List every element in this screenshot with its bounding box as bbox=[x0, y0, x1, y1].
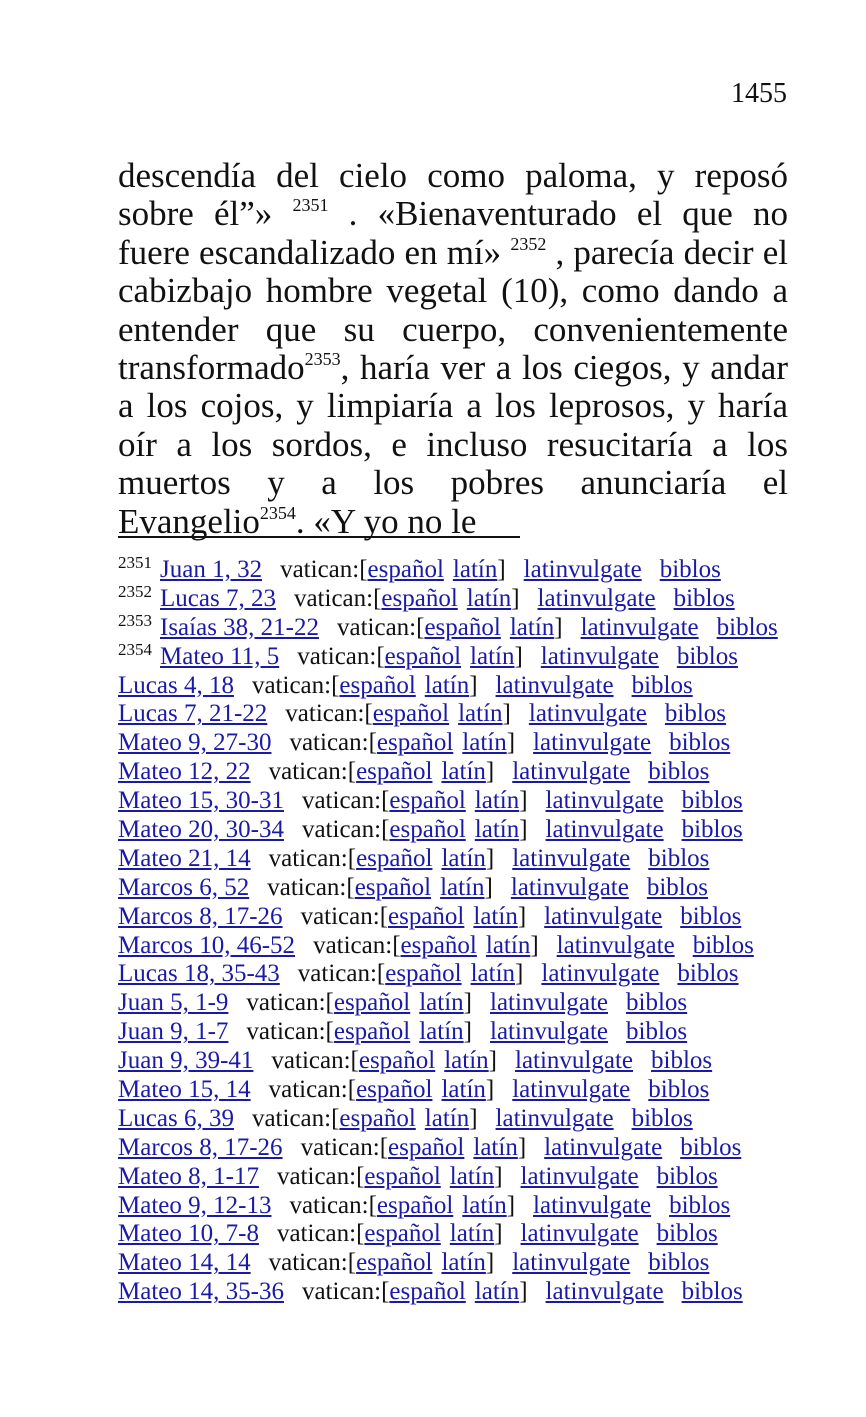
espanol-link[interactable]: español bbox=[384, 642, 462, 670]
vatican-prefix: vatican:[ bbox=[267, 873, 355, 901]
footnote-line bbox=[118, 1076, 808, 1105]
vatican-prefix: vatican:[ bbox=[301, 816, 390, 844]
footnotes-list bbox=[118, 553, 808, 1307]
footnote-marker: 2352 bbox=[510, 233, 547, 254]
footnote-line bbox=[118, 1047, 808, 1076]
footnote-number: 2354 bbox=[118, 639, 152, 659]
vatican-prefix: vatican:[ bbox=[268, 1249, 357, 1277]
body-text-spacer: . bbox=[328, 194, 378, 234]
vatican-prefix: vatican:[ bbox=[276, 1220, 365, 1248]
latinvulgate-link[interactable]: latinvulgate bbox=[495, 1104, 614, 1132]
footnote-line bbox=[118, 1105, 808, 1134]
latinvulgate-link[interactable]: latinvulgate bbox=[510, 873, 629, 901]
vatican-prefix: vatican:[ bbox=[271, 1047, 359, 1075]
body-text-segment: . «Y yo no le bbox=[295, 501, 477, 541]
biblos-link[interactable]: biblos bbox=[692, 931, 754, 959]
latin-link[interactable]: latín bbox=[509, 613, 555, 641]
scripture-reference-link[interactable]: Lucas 18, 35-43 bbox=[118, 960, 280, 988]
vatican-close: ] bbox=[517, 1133, 527, 1161]
biblos-link[interactable]: biblos bbox=[656, 1220, 718, 1248]
footnote-line bbox=[118, 610, 808, 643]
vatican-prefix: vatican:[ bbox=[289, 1191, 377, 1219]
latin-link[interactable]: latín bbox=[441, 844, 486, 872]
latinvulgate-link[interactable]: latinvulgate bbox=[580, 613, 699, 641]
latin-link[interactable]: latín bbox=[462, 1191, 507, 1219]
footnote-line bbox=[118, 700, 808, 729]
latinvulgate-link[interactable]: latinvulgate bbox=[541, 960, 660, 988]
vatican-close: ] bbox=[502, 700, 511, 728]
biblos-link[interactable]: biblos bbox=[656, 1162, 718, 1190]
latinvulgate-link[interactable]: latinvulgate bbox=[533, 1191, 652, 1219]
vatican-prefix: vatican:[ bbox=[300, 902, 389, 930]
footnote-line bbox=[118, 845, 808, 874]
latin-link[interactable]: latín bbox=[466, 584, 512, 612]
vatican-prefix: vatican:[ bbox=[297, 642, 385, 670]
scripture-reference-link[interactable]: Mateo 11, 5 bbox=[160, 642, 280, 670]
espanol-link[interactable]: español bbox=[376, 1191, 454, 1219]
scripture-reference-link[interactable]: Juan 5, 1-9 bbox=[118, 989, 229, 1017]
scripture-reference-link[interactable]: Mateo 20, 30-34 bbox=[118, 816, 284, 844]
scripture-reference-link[interactable]: Mateo 15, 30-31 bbox=[118, 787, 284, 815]
espanol-link[interactable]: español bbox=[400, 931, 477, 959]
scripture-reference-link[interactable]: Mateo 8, 1-17 bbox=[118, 1162, 259, 1190]
vatican-close: ] bbox=[485, 1249, 495, 1277]
vatican-close: ] bbox=[497, 556, 506, 583]
biblos-link[interactable]: biblos bbox=[626, 989, 688, 1017]
biblos-link[interactable]: biblos bbox=[681, 1278, 743, 1306]
vatican-close: ] bbox=[506, 729, 516, 757]
footnote-line bbox=[118, 1192, 808, 1221]
biblos-link[interactable]: biblos bbox=[659, 556, 721, 583]
vatican-close: ] bbox=[515, 960, 524, 988]
scripture-reference-link[interactable]: Mateo 12, 22 bbox=[118, 758, 251, 786]
footnote-separator bbox=[118, 536, 520, 538]
body-text-segment: parecía decir el cabizbajo hombre vegetal (10), como dando a entender que su cuerpo, convenientemente transformado bbox=[118, 232, 788, 388]
biblos-link[interactable]: biblos bbox=[669, 1191, 731, 1219]
latin-link[interactable]: latín bbox=[474, 816, 520, 844]
latinvulgate-link[interactable]: latinvulgate bbox=[556, 931, 675, 959]
vatican-prefix: vatican:[ bbox=[268, 844, 357, 872]
vatican-prefix: vatican:[ bbox=[246, 989, 334, 1017]
footnote-line bbox=[118, 960, 808, 989]
footnote-number: 2352 bbox=[118, 581, 152, 601]
vatican-prefix: vatican:[ bbox=[300, 1133, 389, 1161]
biblos-link[interactable]: biblos bbox=[648, 1249, 710, 1277]
scripture-reference-link[interactable]: Mateo 9, 12-13 bbox=[118, 1191, 272, 1219]
latinvulgate-link[interactable]: latinvulgate bbox=[545, 816, 664, 844]
espanol-link[interactable]: español bbox=[333, 989, 411, 1017]
espanol-link[interactable]: español bbox=[356, 1249, 433, 1277]
footnote-line bbox=[118, 787, 808, 816]
footnote-line bbox=[118, 1163, 808, 1192]
espanol-link[interactable]: español bbox=[381, 584, 458, 612]
vatican-close: ] bbox=[519, 787, 528, 815]
scripture-reference-link[interactable]: Mateo 21, 14 bbox=[118, 844, 251, 872]
latinvulgate-link[interactable]: latinvulgate bbox=[490, 989, 609, 1017]
latin-link[interactable]: latín bbox=[444, 1047, 489, 1075]
biblos-link[interactable]: biblos bbox=[626, 1018, 688, 1046]
biblos-link[interactable]: biblos bbox=[669, 729, 731, 757]
vatican-prefix: vatican:[ bbox=[285, 700, 373, 728]
espanol-link[interactable]: español bbox=[354, 873, 432, 901]
biblos-link[interactable]: biblos bbox=[651, 1047, 713, 1075]
scripture-reference-link[interactable]: Mateo 14, 14 bbox=[118, 1249, 251, 1277]
footnote-marker: 2354 bbox=[259, 502, 296, 523]
biblos-link[interactable]: biblos bbox=[648, 844, 710, 872]
biblos-link[interactable]: biblos bbox=[681, 816, 743, 844]
vatican-prefix: vatican:[ bbox=[337, 613, 425, 641]
latinvulgate-link[interactable]: latinvulgate bbox=[528, 700, 647, 728]
biblos-link[interactable]: biblos bbox=[673, 584, 735, 612]
latin-link[interactable]: latín bbox=[474, 787, 520, 815]
latinvulgate-link[interactable]: latinvulgate bbox=[545, 1278, 664, 1306]
espanol-link[interactable]: español bbox=[389, 816, 466, 844]
vatican-prefix: vatican:[ bbox=[293, 584, 382, 612]
biblos-link[interactable]: biblos bbox=[648, 758, 710, 786]
vatican-close: ] bbox=[514, 642, 523, 670]
scripture-reference-link[interactable]: Lucas 6, 39 bbox=[118, 1104, 234, 1132]
espanol-link[interactable]: español bbox=[356, 758, 433, 786]
footnote-number: 2353 bbox=[118, 610, 152, 630]
footnote-line bbox=[118, 932, 808, 961]
latinvulgate-link[interactable]: latinvulgate bbox=[490, 1018, 609, 1046]
vatican-close: ] bbox=[463, 1018, 472, 1046]
vatican-prefix: vatican:[ bbox=[268, 758, 357, 786]
vatican-prefix: vatican:[ bbox=[301, 1278, 390, 1306]
footnote-line bbox=[118, 816, 808, 845]
latin-link[interactable]: latín bbox=[441, 1249, 486, 1277]
biblos-link[interactable]: biblos bbox=[646, 873, 708, 901]
latin-link[interactable]: latín bbox=[458, 700, 503, 728]
latin-link[interactable]: latín bbox=[452, 556, 498, 583]
latinvulgate-link[interactable]: latinvulgate bbox=[545, 787, 664, 815]
vatican-prefix: vatican:[ bbox=[251, 671, 340, 699]
footnote-marker: 2351 bbox=[292, 195, 329, 216]
vatican-prefix: vatican:[ bbox=[313, 931, 401, 959]
footnote-line bbox=[118, 1018, 808, 1047]
latin-link[interactable]: latín bbox=[440, 873, 485, 901]
espanol-link[interactable]: español bbox=[356, 1076, 433, 1104]
scripture-reference-link[interactable]: Mateo 15, 14 bbox=[118, 1076, 251, 1104]
espanol-link[interactable]: español bbox=[356, 844, 433, 872]
vatican-prefix: vatican:[ bbox=[251, 1104, 340, 1132]
footnote-line bbox=[118, 758, 808, 787]
page-number: 1455 bbox=[731, 78, 787, 109]
espanol-link[interactable]: español bbox=[389, 1278, 466, 1306]
vatican-prefix: vatican:[ bbox=[280, 556, 368, 583]
biblos-link[interactable]: biblos bbox=[681, 787, 743, 815]
espanol-link[interactable]: español bbox=[364, 1162, 441, 1190]
vatican-close: ] bbox=[485, 1076, 495, 1104]
espanol-link[interactable]: español bbox=[389, 787, 466, 815]
latinvulgate-link[interactable]: latinvulgate bbox=[512, 844, 631, 872]
latin-link[interactable]: latín bbox=[473, 1133, 518, 1161]
latin-link[interactable]: latín bbox=[424, 1104, 470, 1132]
latin-link[interactable]: latín bbox=[474, 1278, 520, 1306]
latinvulgate-link[interactable]: latinvulgate bbox=[544, 1133, 663, 1161]
biblos-link[interactable]: biblos bbox=[664, 700, 727, 728]
latinvulgate-link[interactable]: latinvulgate bbox=[495, 671, 614, 699]
vatican-close: ] bbox=[494, 1220, 503, 1248]
vatican-prefix: vatican:[ bbox=[301, 787, 390, 815]
latinvulgate-link[interactable]: latinvulgate bbox=[512, 1076, 631, 1104]
scripture-reference-link[interactable]: Isaías 38, 21-22 bbox=[160, 613, 319, 641]
espanol-link[interactable]: español bbox=[376, 729, 454, 757]
biblos-link[interactable]: biblos bbox=[631, 1104, 693, 1132]
latin-link[interactable]: latín bbox=[424, 671, 470, 699]
latinvulgate-link[interactable]: latinvulgate bbox=[520, 1220, 639, 1248]
footnote-line bbox=[118, 989, 808, 1018]
latin-link[interactable]: latín bbox=[449, 1220, 495, 1248]
body-paragraph bbox=[118, 157, 788, 541]
footnote-line bbox=[118, 553, 808, 585]
espanol-link[interactable]: español bbox=[367, 556, 444, 583]
body-text-spacer: , bbox=[546, 232, 574, 272]
latin-link[interactable]: latín bbox=[470, 642, 515, 670]
latin-link[interactable]: latín bbox=[441, 1076, 486, 1104]
scripture-reference-link[interactable]: Mateo 9, 27-30 bbox=[118, 729, 272, 757]
espanol-link[interactable]: español bbox=[358, 1047, 436, 1075]
latin-link[interactable]: latín bbox=[473, 902, 518, 930]
biblos-link[interactable]: biblos bbox=[716, 613, 778, 641]
biblos-link[interactable]: biblos bbox=[677, 960, 739, 988]
scripture-reference-link[interactable]: Lucas 4, 18 bbox=[118, 671, 234, 699]
latinvulgate-link[interactable]: latinvulgate bbox=[540, 642, 659, 670]
latin-link[interactable]: latín bbox=[449, 1162, 495, 1190]
scripture-reference-link[interactable]: Marcos 6, 52 bbox=[118, 873, 250, 901]
latin-link[interactable]: latín bbox=[462, 729, 507, 757]
footnote-number: 2351 bbox=[118, 553, 152, 572]
vatican-close: ] bbox=[530, 931, 539, 959]
footnote-line bbox=[118, 1220, 808, 1249]
latinvulgate-link[interactable]: latinvulgate bbox=[515, 1047, 634, 1075]
vatican-close: ] bbox=[469, 671, 478, 699]
espanol-link[interactable]: español bbox=[385, 960, 462, 988]
scripture-reference-link[interactable]: Marcos 8, 17-26 bbox=[118, 1133, 283, 1161]
scripture-reference-link[interactable]: Marcos 8, 17-26 bbox=[118, 902, 283, 930]
vatican-close: ] bbox=[506, 1191, 516, 1219]
vatican-close: ] bbox=[469, 1104, 478, 1132]
scripture-reference-link[interactable]: Mateo 10, 7-8 bbox=[118, 1220, 259, 1248]
vatican-close: ] bbox=[554, 613, 563, 641]
footnote-line bbox=[118, 903, 808, 932]
vatican-close: ] bbox=[484, 873, 493, 901]
vatican-prefix: vatican:[ bbox=[246, 1018, 334, 1046]
vatican-close: ] bbox=[485, 758, 495, 786]
scripture-reference-link[interactable]: Marcos 10, 46-52 bbox=[118, 931, 296, 959]
espanol-link[interactable]: español bbox=[424, 613, 501, 641]
biblos-link[interactable]: biblos bbox=[680, 902, 742, 930]
footnote-line bbox=[118, 639, 808, 672]
vatican-close: ] bbox=[485, 844, 495, 872]
espanol-link[interactable]: español bbox=[339, 1104, 416, 1132]
vatican-close: ] bbox=[511, 584, 520, 612]
footnote-marker: 2353 bbox=[304, 349, 341, 370]
biblos-link[interactable]: biblos bbox=[676, 642, 738, 670]
scripture-reference-link[interactable]: Juan 9, 39-41 bbox=[118, 1047, 254, 1075]
vatican-close: ] bbox=[519, 1278, 528, 1306]
latin-link[interactable]: latín bbox=[441, 758, 486, 786]
footnote-line bbox=[118, 581, 808, 614]
footnote-line bbox=[118, 729, 808, 758]
vatican-prefix: vatican:[ bbox=[297, 960, 386, 988]
footnote-line bbox=[118, 874, 808, 903]
body-text-segment: , haría ver a los ciegos, y andar a los cojos, y limpiaría a los leprosos, y haría oír a los sordos, e incluso resucitaría a los muertos y a los pobres anunciaría el Evangelio bbox=[118, 348, 788, 541]
biblos-link[interactable]: biblos bbox=[680, 1133, 742, 1161]
scripture-reference-link[interactable]: Juan 9, 1-7 bbox=[118, 1018, 229, 1046]
espanol-link[interactable]: español bbox=[388, 1133, 465, 1161]
latinvulgate-link[interactable]: latinvulgate bbox=[544, 902, 663, 930]
latin-link[interactable]: latín bbox=[470, 960, 516, 988]
espanol-link[interactable]: español bbox=[364, 1220, 441, 1248]
latinvulgate-link[interactable]: latinvulgate bbox=[512, 1249, 631, 1277]
vatican-prefix: vatican:[ bbox=[268, 1076, 357, 1104]
espanol-link[interactable]: español bbox=[339, 671, 416, 699]
footnote-line bbox=[118, 1249, 808, 1278]
body-text-segment: descendía del cielo como paloma, y reposó sobre él”» bbox=[118, 156, 788, 234]
scripture-reference-link[interactable]: Mateo 14, 35-36 bbox=[118, 1278, 284, 1306]
vatican-close: ] bbox=[494, 1162, 503, 1190]
footnote-line bbox=[118, 1278, 808, 1307]
vatican-prefix: vatican:[ bbox=[276, 1162, 365, 1190]
latinvulgate-link[interactable]: latinvulgate bbox=[537, 584, 656, 612]
biblos-link[interactable]: biblos bbox=[631, 671, 693, 699]
latinvulgate-link[interactable]: latinvulgate bbox=[512, 758, 631, 786]
espanol-link[interactable]: español bbox=[372, 700, 450, 728]
body-text-segment: «Bienaventurado el que no fuere escandalizado en mí» bbox=[118, 194, 788, 272]
vatican-prefix: vatican:[ bbox=[289, 729, 377, 757]
scripture-reference-link[interactable]: Lucas 7, 21-22 bbox=[118, 700, 268, 728]
espanol-link[interactable]: español bbox=[388, 902, 465, 930]
latin-link[interactable]: latín bbox=[485, 931, 531, 959]
vatican-close: ] bbox=[517, 902, 527, 930]
footnote-line bbox=[118, 672, 808, 701]
vatican-close: ] bbox=[463, 989, 472, 1017]
biblos-link[interactable]: biblos bbox=[648, 1076, 710, 1104]
espanol-link[interactable]: español bbox=[333, 1018, 411, 1046]
latin-link[interactable]: latín bbox=[419, 1018, 464, 1046]
footnote-line bbox=[118, 1134, 808, 1163]
scripture-reference-link[interactable]: Juan 1, 32 bbox=[160, 556, 263, 583]
scripture-reference-link[interactable]: Lucas 7, 23 bbox=[160, 584, 276, 612]
latin-link[interactable]: latín bbox=[419, 989, 464, 1017]
vatican-close: ] bbox=[519, 816, 528, 844]
latinvulgate-link[interactable]: latinvulgate bbox=[520, 1162, 639, 1190]
latinvulgate-link[interactable]: latinvulgate bbox=[523, 556, 642, 583]
latinvulgate-link[interactable]: latinvulgate bbox=[533, 729, 652, 757]
vatican-close: ] bbox=[488, 1047, 497, 1075]
